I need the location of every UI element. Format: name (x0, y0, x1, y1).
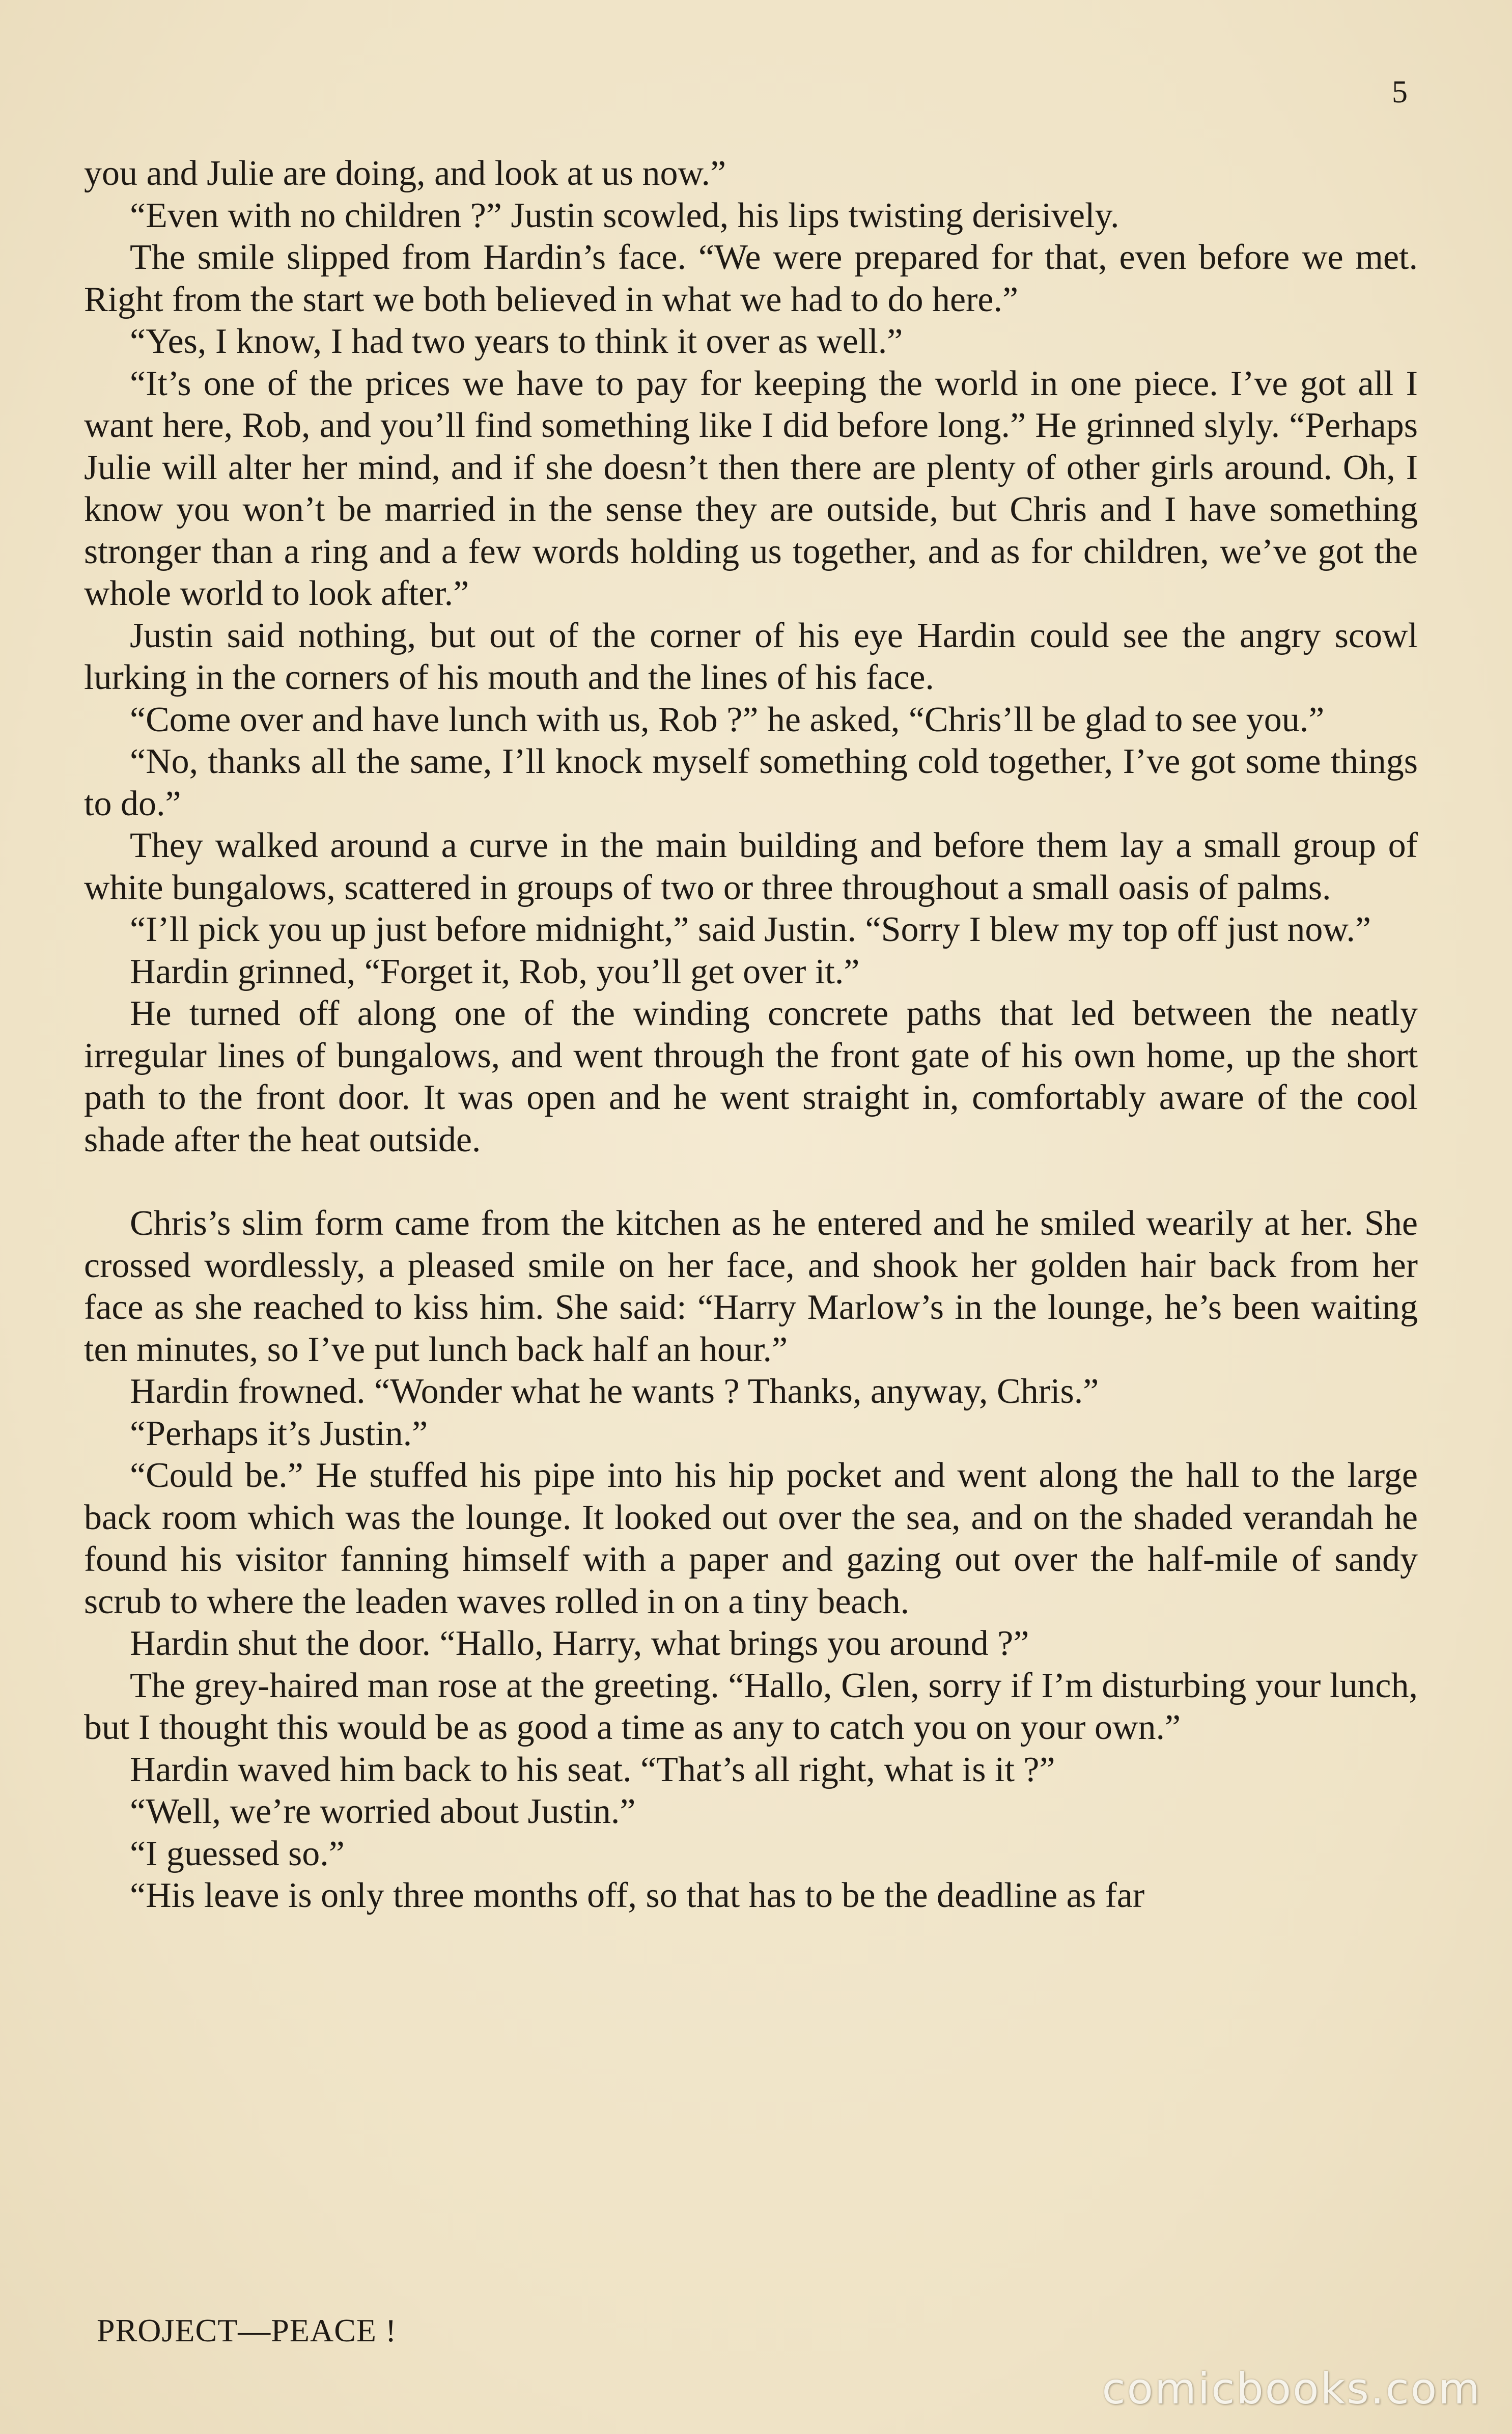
paragraph: Hardin frowned. “Wonder what he wants ? Thanks, anyway, Chris.” (130, 1372, 1099, 1411)
paragraph: “Perhaps it’s Justin.” (130, 1414, 428, 1453)
paragraph: “Even with no children ?” Justin scowled, his lips twisting derisively. (130, 196, 1119, 235)
paragraph: Hardin grinned, “Forget it, Rob, you’ll get over it.” (130, 952, 860, 991)
paragraph: Hardin waved him back to his seat. “That’s all right, what is it ?” (130, 1750, 1055, 1789)
watermark: comicbooks.com (1102, 2364, 1481, 2414)
paragraph: The smile slipped from Hardin’s face. “We were prepared for that, even before we met. Right from the start we both believed in what we had to do here.” (84, 238, 1418, 319)
paragraph: “Yes, I know, I had two years to think it over as well.” (130, 322, 903, 361)
paragraph: “No, thanks all the same, I’ll knock myself something cold together, I’ve got some things to do.” (84, 742, 1418, 823)
paragraph: “His leave is only three months off, so that has to be the deadline as far (130, 1876, 1145, 1915)
paragraph: He turned off along one of the winding concrete paths that led between the neatly irregular lines of bungalows, and went through the front gate of his own home, up the short path to the front door. It was open and he went straight in, comfortably aware of the cool shade after the heat outside. (84, 994, 1418, 1159)
paragraph: Justin said nothing, but out of the corner of his eye Hardin could see the angry scowl lurking in the corners of his mouth and the lines of his face. (84, 616, 1418, 697)
paragraph: Hardin shut the door. “Hallo, Harry, what brings you around ?” (130, 1624, 1029, 1663)
running-footer-title: PROJECT—PEACE ! (97, 2312, 397, 2348)
paragraph: you and Julie are doing, and look at us now.” (84, 154, 726, 193)
paragraph: “Come over and have lunch with us, Rob ?” he asked, “Chris’ll be glad to see you.” (130, 700, 1325, 739)
paragraph: The grey-haired man rose at the greeting. “Hallo, Glen, sorry if I’m disturbing your lunch, but I thought this would be as good a time as any to catch you on your own.” (84, 1666, 1418, 1747)
paragraph: “It’s one of the prices we have to pay for keeping the world in one piece. I’ve got all I want here, Rob, and you’ll find something like I did before long.” He grinned slyly. “Perhaps Julie will alter her mind, and if she doesn’t then there are plenty of other girls around. Oh, I know you won’t be married in the sense they are outside, but Chris and I have something stronger than a ring and a few words holding us together, and as for children, we’ve got the whole world to look after.” (84, 364, 1418, 613)
body-text (84, 153, 1418, 1917)
paragraph: Chris’s slim form came from the kitchen as he entered and he smiled wearily at her. She crossed wordlessly, a pleased smile on her face, and shook her golden hair back from her face as she reached to kiss him. She said: “Harry Marlow’s in the lounge, he’s been waiting ten minutes, so I’ve put lunch back half an hour.” (84, 1204, 1418, 1369)
paragraph: “I’ll pick you up just before midnight,” said Justin. “Sorry I blew my top off just now.” (130, 910, 1371, 949)
page-number: 5 (1392, 75, 1408, 109)
paragraph: “I guessed so.” (130, 1834, 345, 1873)
paragraph: “Could be.” He stuffed his pipe into his hip pocket and went along the hall to the large back room which was the lounge. It looked out over the sea, and on the shaded verandah he found his visitor fanning himself with a paper and gazing out over the half-mile of sandy scrub to where the leaden waves rolled in on a tiny beach. (84, 1456, 1418, 1621)
paragraph: “Well, we’re worried about Justin.” (130, 1792, 636, 1831)
paragraph: They walked around a curve in the main building and before them lay a small group of white bungalows, scattered in groups of two or three throughout a small oasis of palms. (84, 826, 1418, 907)
